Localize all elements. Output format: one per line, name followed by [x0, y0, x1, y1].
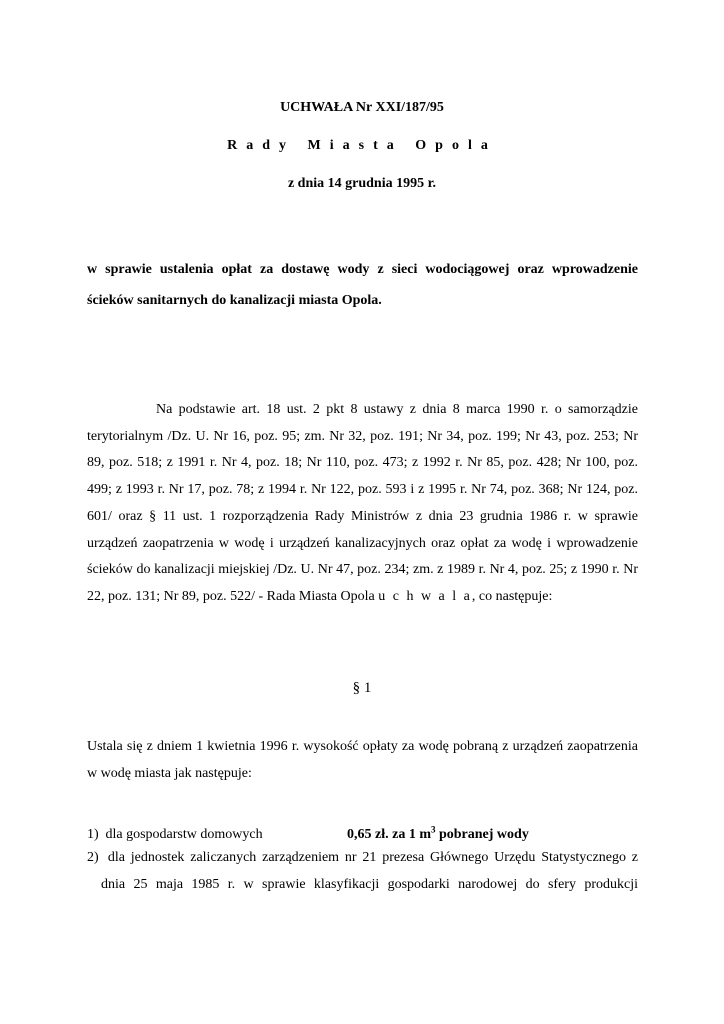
list-item-number: 1)	[87, 826, 99, 842]
list-item-continuation: dnia 25 maja 1985 r. w sprawie klasyfikacji gospodarki narodowej do sfery produkcji	[101, 876, 638, 892]
preamble-paragraph	[87, 397, 638, 611]
resolution-date: z dnia 14 grudnia 1995 r.	[287, 176, 437, 191]
price-superscript: 3	[430, 824, 436, 834]
list-item-price	[347, 824, 529, 842]
list-item-number: 2)	[87, 850, 99, 865]
price-suffix: pobranej wody	[435, 826, 529, 842]
resolution-title: UCHWAŁA Nr XXI/187/95	[280, 100, 444, 115]
section-intro: Ustala się z dniem 1 kwietnia 1996 r. wysokość opłaty za wodę pobraną z urządzeń zaopatrzenia w wodę miasta jak następuje:	[87, 739, 638, 781]
list-item-text: dla jednostek zaliczanych zarządzeniem nr 21 prezesa Głównego Urzędu Statystycznego z	[107, 850, 638, 865]
preamble-ending: , co następuje:	[471, 588, 553, 604]
council-name: Rady Miasta Opola	[227, 138, 497, 153]
price-value: 0,65 zł. za 1 m	[347, 826, 431, 842]
preamble-uchwala: u c h w a l a	[378, 588, 472, 604]
section-heading: § 1	[352, 680, 372, 696]
list-item-label: dla gospodarstw domowych	[105, 826, 263, 842]
list-item	[87, 816, 638, 848]
preamble-text: Na podstawie art. 18 ust. 2 pkt 8 ustawy z dnia 8 marca 1990 r. o samorządzie terytorialnym /Dz. U. Nr 16, poz. 95; zm. Nr 32, poz. 191; Nr 34, poz. 199; Nr 43, poz. 253; Nr 89, poz. 518; z 1991 r. Nr 4, poz. 18; Nr 110, poz. 473; z 1992 r. Nr 85, poz. 428; Nr 100, poz. 499; z 1993 r. Nr 17, poz. 78; z 1994 r. Nr 122, poz. 593 i z 1995 r. Nr 74, poz. 368; Nr 124, poz. 601/ oraz § 11 ust. 1 rozporządzenia Rady Ministrów z dnia 23 grudnia 1986 r. w sprawie urządzeń zaopatrzenia w wodę i urządzeń kanalizacyjnych oraz opłat za wodę i wprowadzenie ścieków do kanalizacji miejskiej /Dz. U. Nr 47, poz. 234; zm. z 1989 r. Nr 4, poz. 25; z 1990 r. Nr 22, poz. 131; Nr 89, poz. 522/ - Rada Miasta Opola	[87, 402, 638, 604]
list-item-first-line	[87, 845, 638, 872]
resolution-subject: w sprawie ustalenia opłat za dostawę wody z sieci wodociągowej oraz wprowadzenie ścieków sanitarnych do kanalizacji miasta Opola.	[87, 262, 638, 308]
list-item	[87, 845, 638, 898]
